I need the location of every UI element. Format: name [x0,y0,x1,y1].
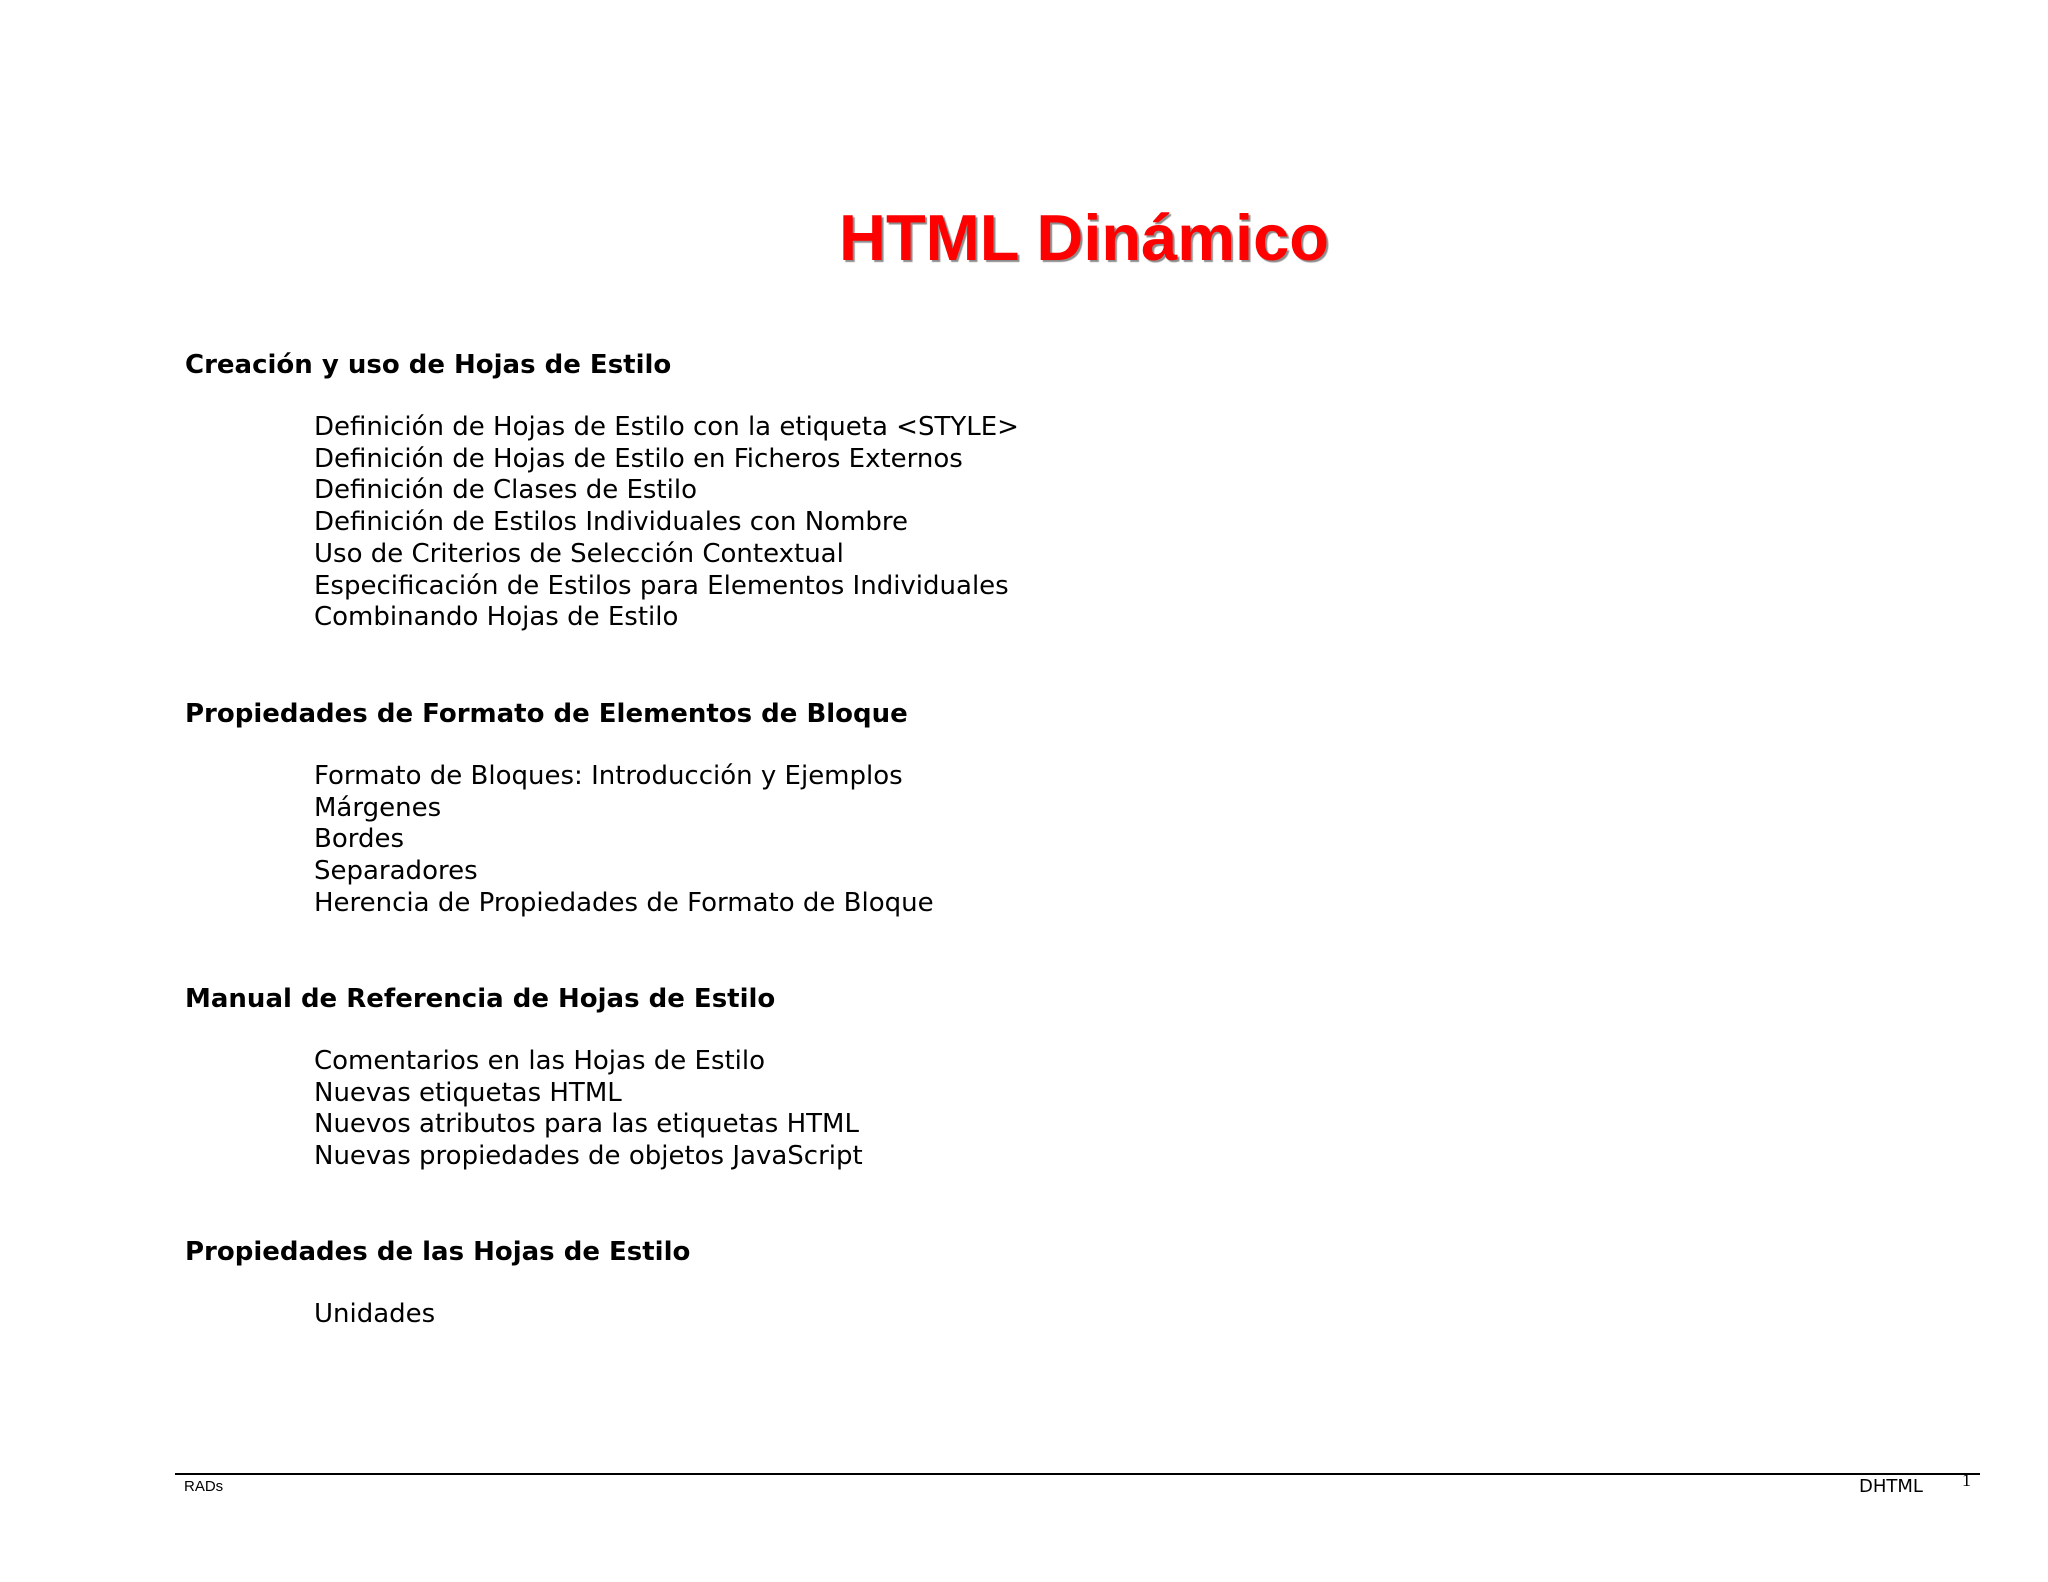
section-item-list [314,412,1585,634]
list-item: Formato de Bloques: Introducción y Ejemplos [314,761,903,791]
section-heading: Manual de Referencia de Hojas de Estilo [185,984,776,1014]
footer-right-label: DHTML [1859,1476,1923,1497]
footer-divider [175,1473,1980,1475]
list-item: Nuevos atributos para las etiquetas HTML [314,1109,859,1140]
list-item: Definición de Hojas de Estilo con la etiqueta <STYLE> [314,412,1019,442]
list-item: Nuevas propiedades de objetos JavaScript [314,1141,863,1172]
section-propiedades-hojas-estilo [185,1236,1585,1331]
section-item-list [314,1299,1585,1331]
section-propiedades-formato-bloque [185,698,1585,920]
list-item: Definición de Hojas de Estilo en Ficheros Externos [314,443,963,474]
list-item: Nuevas etiquetas HTML [314,1077,622,1108]
section-heading: Creación y uso de Hojas de Estilo [185,350,672,380]
list-item: Herencia de Propiedades de Formato de Bloque [314,887,934,918]
footer-left-label: RADs [184,1478,224,1495]
list-item: Especificación de Estilos para Elementos Individuales [314,570,1009,601]
list-item: Separadores [314,856,478,887]
list-item: Definición de Clases de Estilo [314,475,697,506]
section-heading: Propiedades de Formato de Elementos de Bloque [185,699,908,729]
section-manual-referencia [185,983,1585,1173]
section-heading: Propiedades de las Hojas de Estilo [185,1237,691,1267]
page-number: 1 [1962,1470,1971,1490]
list-item: Bordes [314,824,405,855]
list-item: Combinando Hojas de Estilo [314,602,679,633]
list-item: Uso de Criterios de Selección Contextual [314,538,844,569]
section-creacion-hojas-estilo [185,349,1585,634]
list-item: Márgenes [314,792,442,823]
document-title: HTML Dinámico [839,201,1329,274]
section-item-list [314,1046,1585,1173]
section-item-list [314,761,1585,920]
list-item: Unidades [314,1299,436,1329]
list-item: Comentarios en las Hojas de Estilo [314,1046,766,1076]
list-item: Definición de Estilos Individuales con Nombre [314,507,909,538]
